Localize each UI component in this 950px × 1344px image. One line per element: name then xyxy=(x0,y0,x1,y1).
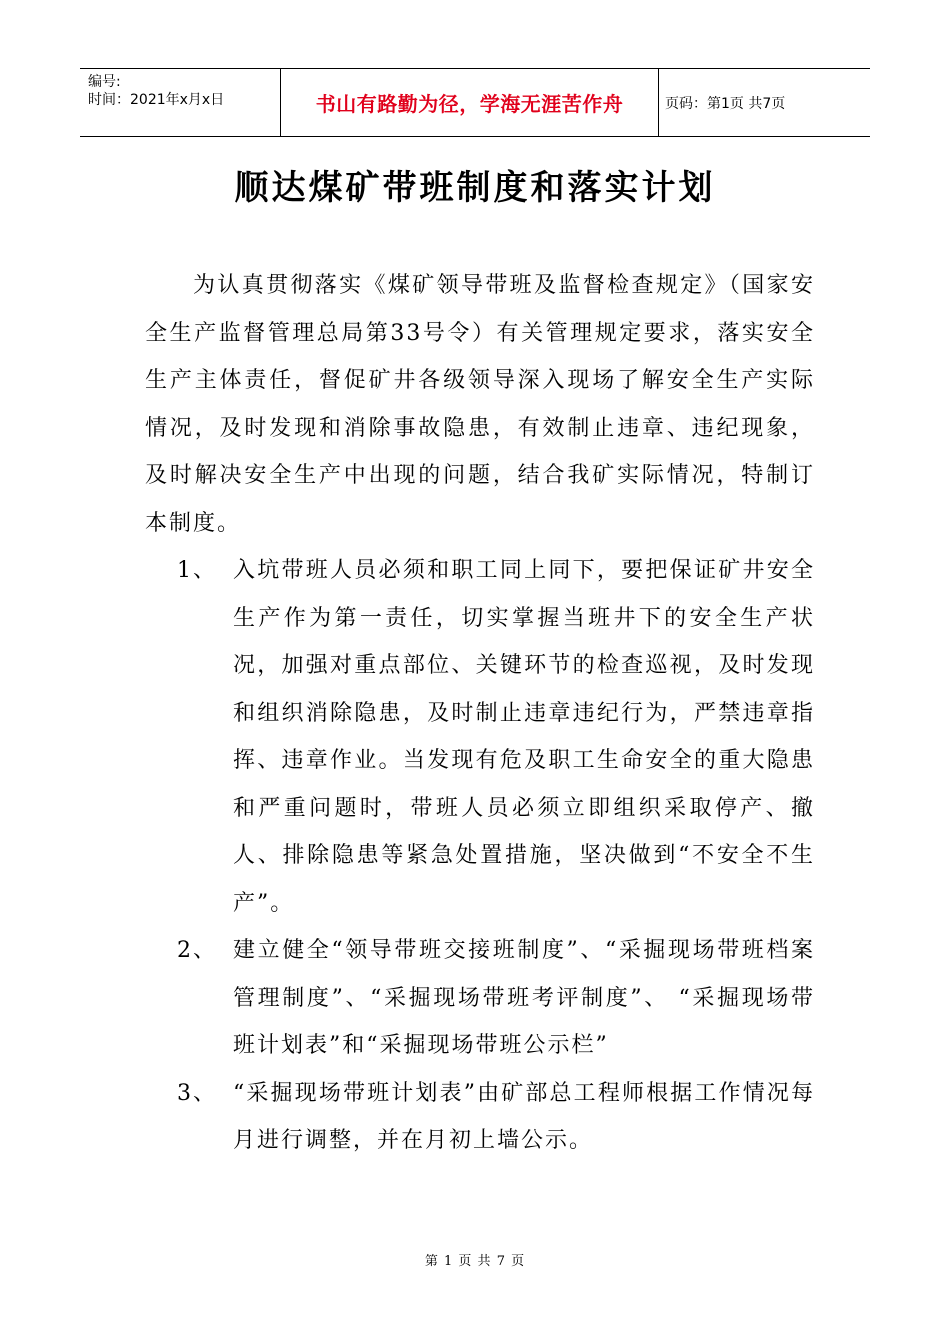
list-item-number: 3、 xyxy=(177,1080,217,1106)
header-motto: 书山有路勤为径，学海无涯苦作舟 xyxy=(281,69,659,136)
list-item-number: 1、 xyxy=(177,558,217,583)
list-item xyxy=(145,547,815,927)
document-body xyxy=(145,262,815,1165)
list-item xyxy=(145,927,815,1070)
list-item-text: 建立健全“领导带班交接班制度”、“采掘现场带班档案管理制度”、“采掘现场带班考评制度”、 “采掘现场带班计划表”和“采掘现场带班公示栏” xyxy=(233,938,815,1058)
list-item-text: 入坑带班人员必须和职工同上同下，要把保证矿井安全生产作为第一责任，切实掌握当班井下的安全生产状况，加强对重点部位、关键环节的检查巡视，及时发现和组织消除隐患，及时制止违章违纪行为，严禁违章指挥、违章作业。当发现有危及职工生命安全的重大隐患和严重问题时，带班人员必须立即组织采取停产、撤人、排除隐患等紧急处置措施，坚决做到“不安全不生产”。 xyxy=(233,558,815,916)
list-item-number: 2、 xyxy=(177,938,217,963)
header-meta xyxy=(80,69,281,136)
intro-paragraph: 为认真贯彻落实《煤矿领导带班及监督检查规定》（国家安全生产监督管理总局第33号令）有关管理规定要求，落实安全生产主体责任，督促矿井各级领导深入现场了解安全生产实际情况，及时发现和消除事故隐患，有效制止违章、违纪现象，及时解决安全生产中出现的问题，结合我矿实际情况，特制订本制度。 xyxy=(145,273,815,536)
page-footer: 第 1 页 共 7 页 xyxy=(424,1254,526,1269)
header-page-info: 页码：第1页 共7页 xyxy=(665,95,786,112)
date-label: 时间：2021年x月x日 xyxy=(88,92,225,108)
list-item xyxy=(145,1070,815,1165)
page-header xyxy=(80,68,870,137)
number-label: 编号: xyxy=(88,74,121,90)
document-title: 顺达煤矿带班制度和落实计划 xyxy=(234,168,716,208)
list-item-text: “采掘现场带班计划表”由矿部总工程师根据工作情况每月进行调整，并在月初上墙公示。 xyxy=(233,1080,815,1153)
